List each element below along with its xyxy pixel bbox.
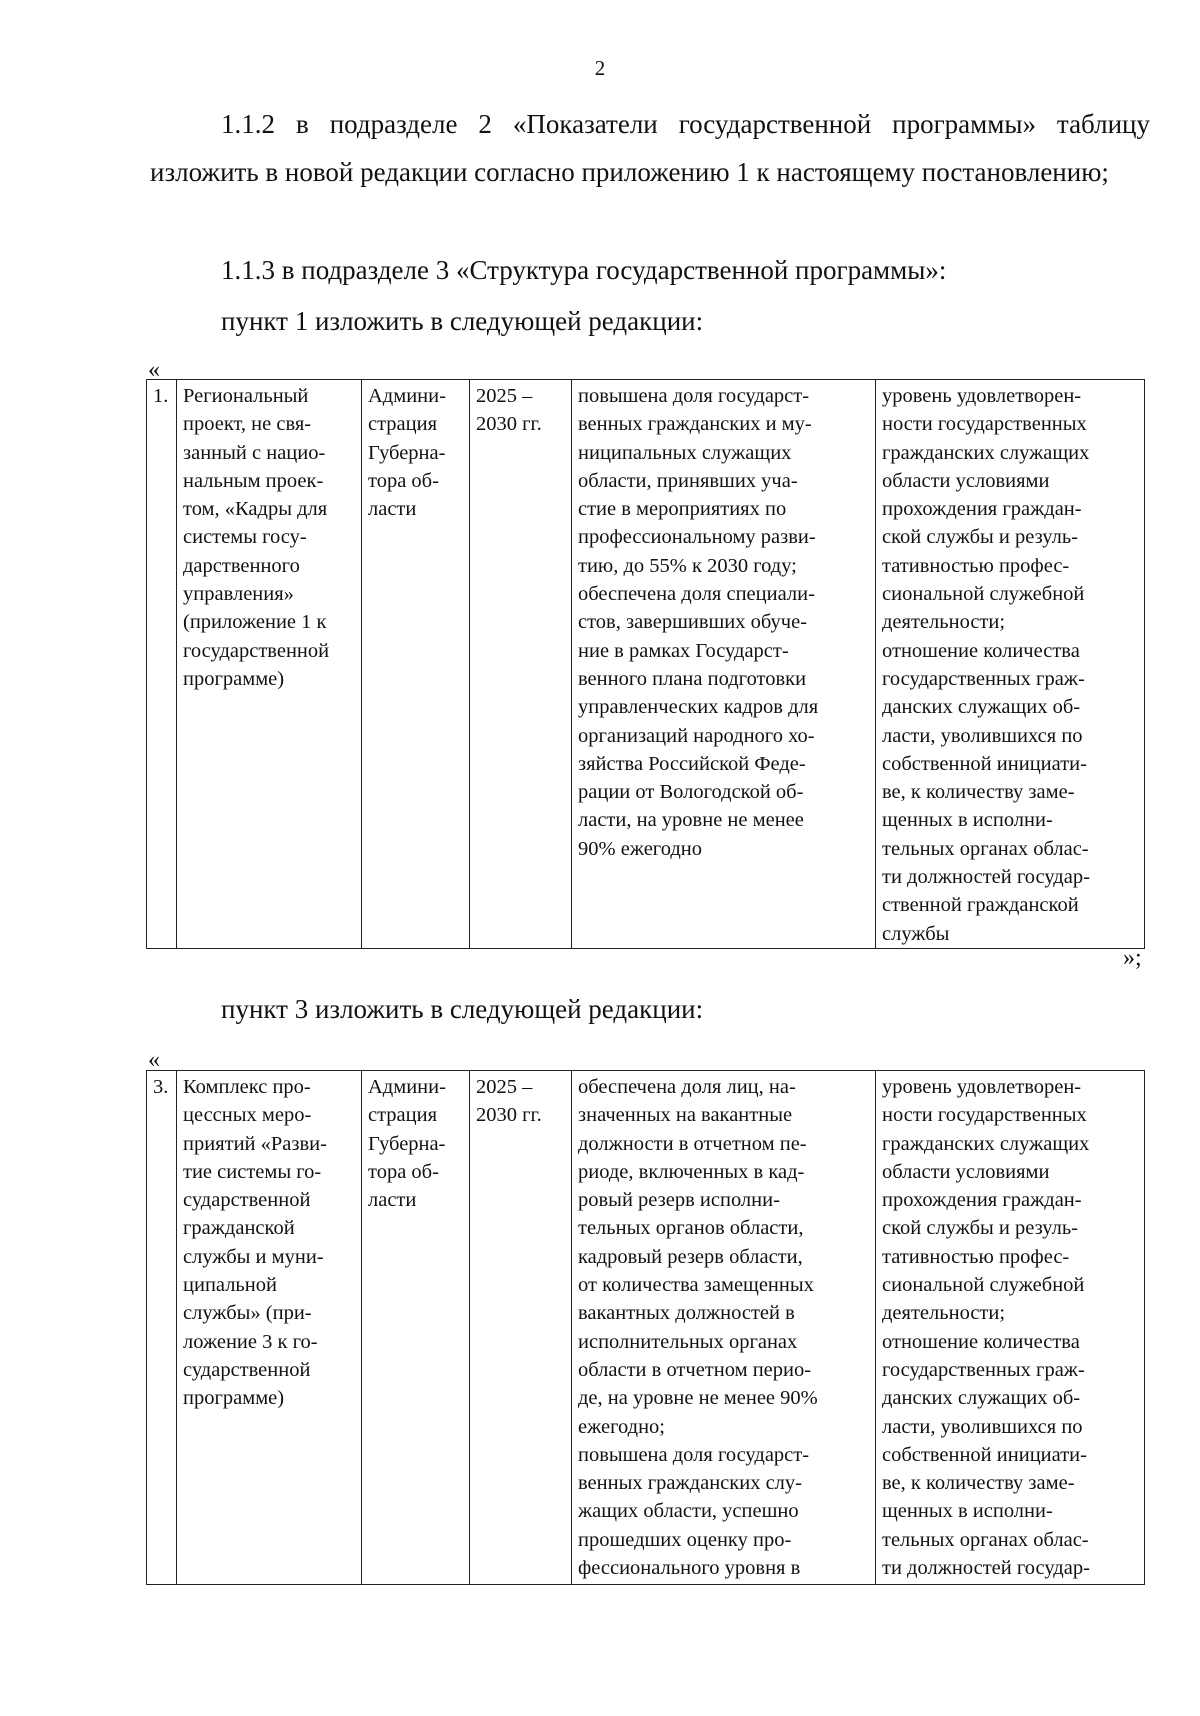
project-name-cell: Комплекс про- цессных меро- приятий «Разви- тие системы го- сударственной гражданской службы и муни- ципальной службы» (при- ложение 3 к го- сударственной программе)	[177, 1071, 362, 1585]
tasks-cell: повышена доля государст- венных гражданских и му- ниципальных служащих области, принявших уча- стие в мероприятиях по профессиональному разви- тию, до 55% к 2030 году; обеспечена доля специали- стов, завершивших обуче- ние в рамках Государст- венного плана подготовки управленческих кадров для организаций народного хо- зяйства Российской Феде- рации от Вологодской об- ласти, на уровне не менее 90% ежегодно	[572, 380, 876, 949]
closing-quote-1: »;	[1123, 945, 1142, 971]
opening-quote-1: «	[148, 357, 160, 383]
project-name-cell: Региональный проект, не свя- занный с нацио- нальным проек- том, «Кадры для системы госу- дарственного управления» (приложение 1 к государственной программе)	[177, 380, 362, 949]
row-number-cell: 1.	[147, 380, 177, 949]
responsible-cell: Админи- страция Губерна- тора об- ласти	[362, 380, 470, 949]
table-row	[147, 1071, 1145, 1585]
tasks-cell: обеспечена доля лиц, на- значенных на вакантные должности в отчетном пе- риоде, включенных в кад- ровый резерв исполни- тельных органов области, кадровый резерв области, от количества замещенных вакантных должностей в исполнительных органах области в отчетном перио- де, на уровне не менее 90% ежегодно; повышена доля государст- венных гражданских слу- жащих области, успешно прошедших оценку про- фессионального уровня в	[572, 1071, 876, 1585]
structure-table-point-1	[146, 379, 1145, 949]
period-cell: 2025 – 2030 гг.	[470, 1071, 572, 1585]
opening-quote-2: «	[148, 1047, 160, 1073]
indicators-cell: уровень удовлетворен- ности государственных гражданских служащих области условиями прохождения граждан- ской службы и резуль- тативностью профес- сиональной служебной деятельности; отношение количества государственных граж- данских служащих об- ласти, уволившихся по собственной инициати- ве, к количеству заме- щенных в исполни- тельных органах облас- ти должностей государ-	[876, 1071, 1145, 1585]
row-number-cell: 3.	[147, 1071, 177, 1585]
paragraph-1-1-2: 1.1.2 в подразделе 2 «Показатели государственной программы» таблицу изложить в новой редакции согласно приложению 1 к настоящему постановлению;	[150, 109, 1150, 187]
table-row	[147, 380, 1145, 949]
paragraph-point-1: пункт 1 изложить в следующей редакции:	[221, 306, 704, 336]
paragraph-1-1-3: 1.1.3 в подразделе 3 «Структура государственной программы»:	[221, 255, 947, 285]
responsible-cell: Админи- страция Губерна- тора об- ласти	[362, 1071, 470, 1585]
structure-table-point-3	[146, 1070, 1145, 1585]
paragraph-point-3: пункт 3 изложить в следующей редакции:	[221, 994, 704, 1024]
period-cell: 2025 – 2030 гг.	[470, 380, 572, 949]
indicators-cell: уровень удовлетворен- ности государственных гражданских служащих области условиями прохождения граждан- ской службы и резуль- тативностью профес- сиональной служебной деятельности; отношение количества государственных граж- данских служащих об- ласти, уволившихся по собственной инициати- ве, к количеству заме- щенных в исполни- тельных органах облас- ти должностей государ- ственной гражданской службы	[876, 380, 1145, 949]
page-number: 2	[594, 56, 606, 80]
